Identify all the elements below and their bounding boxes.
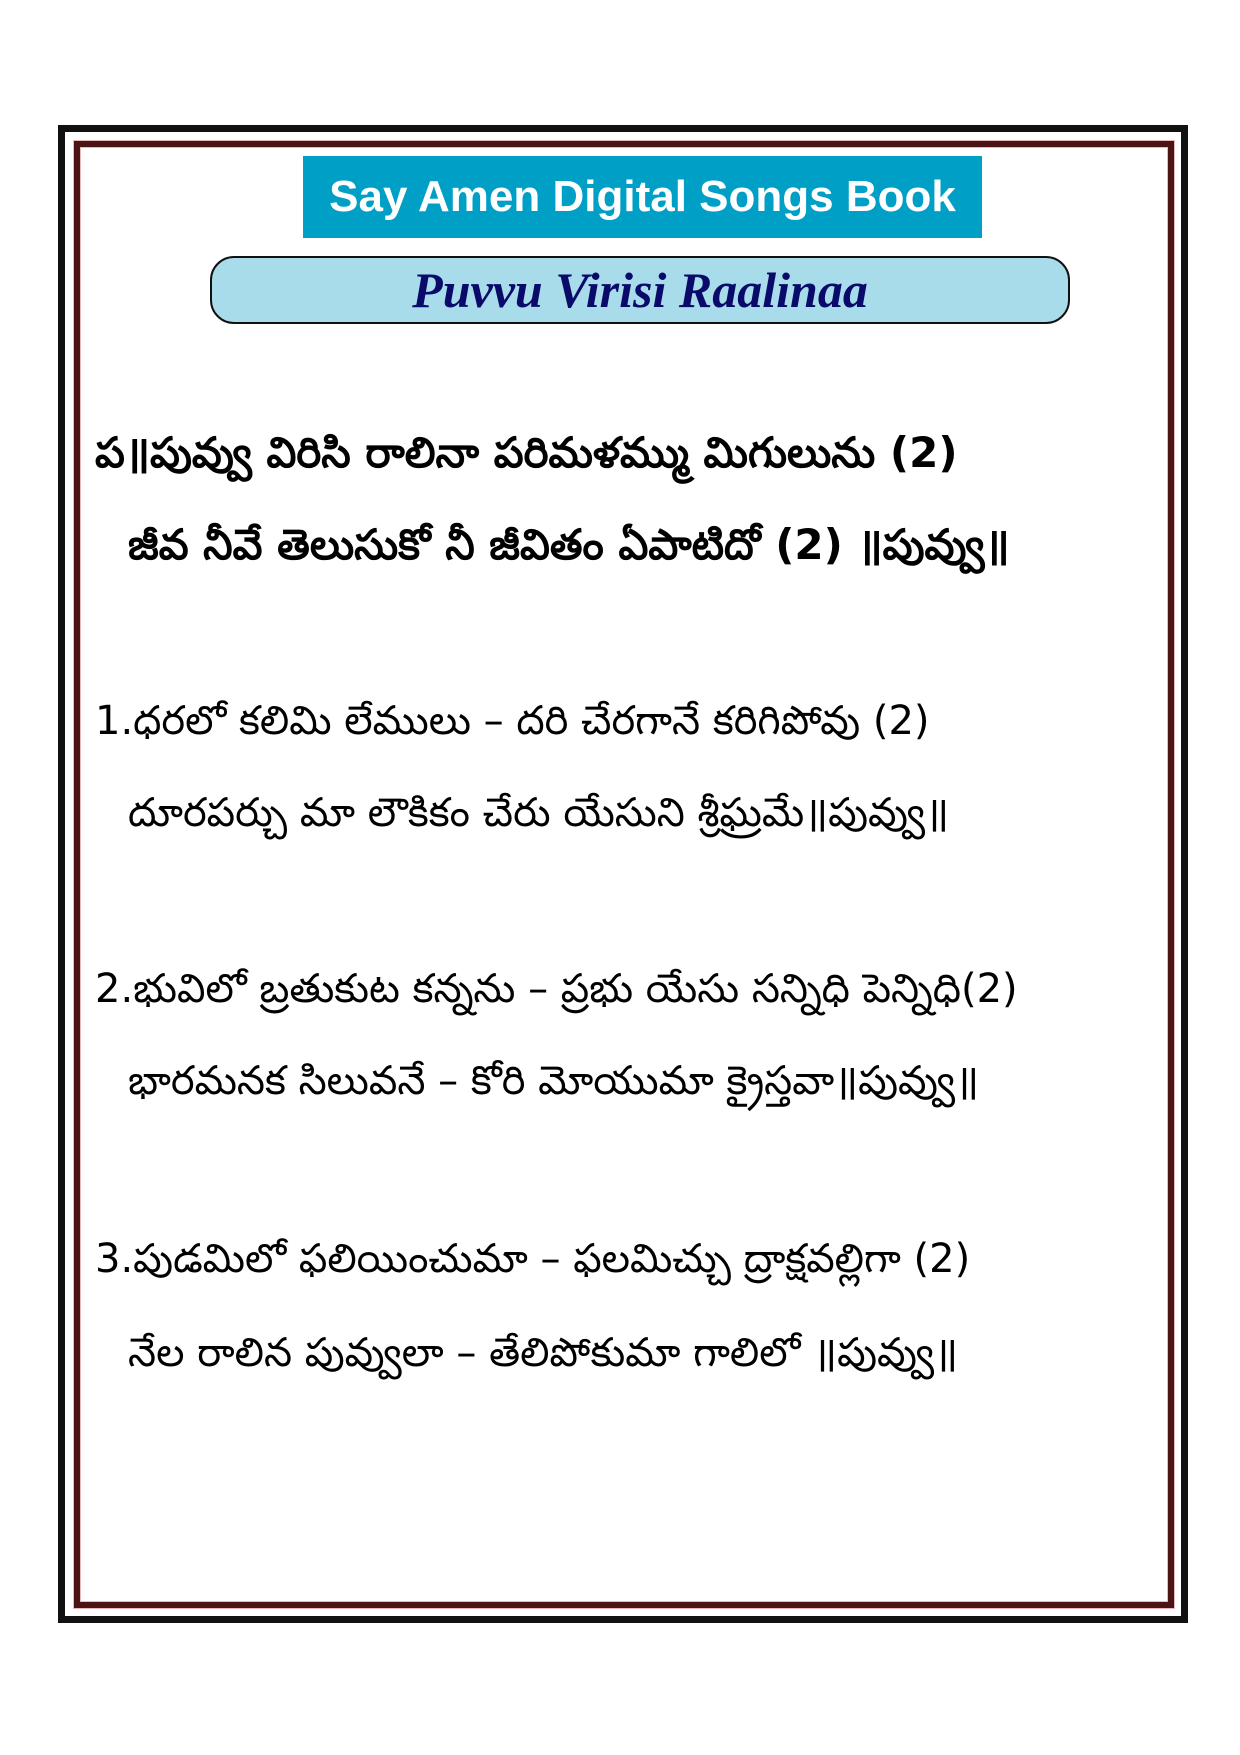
- verse-1-line-1: 1.ధరలో కలిమి లేములు – దరి చేరగానే కరిగిపోవు (2): [95, 698, 930, 744]
- chorus-line-1: ప॥పువ్వు విరిసి రాలినా పరిమళమ్ము మిగులును (2): [95, 428, 958, 477]
- book-title: Say Amen Digital Songs Book: [303, 156, 982, 238]
- verse-2-line-1: 2.భువిలో బ్రతుకుట కన్నను – ప్రభు యేసు సన్నిధి పెన్నిధి(2): [95, 966, 1018, 1012]
- verse-1-line-2: దూరపర్చు మా లౌకికం చేరు యేసుని శ్రీఘ్రమే॥పువ్వు॥: [128, 790, 950, 836]
- page-inner-border: [74, 141, 1174, 1608]
- verse-2-line-2: భారమనక సిలువనే – కోరి మోయుమా క్రైస్తవా॥పువ్వు॥: [128, 1058, 980, 1104]
- chorus-line-2: జీవ నీవే తెలుసుకో నీ జీవితం ఏపాటిదో (2) ॥పువ్వు॥: [128, 520, 1010, 569]
- verse-3-line-2: నేల రాలిన పువ్వులా – తేలిపోకుమా గాలిలో ॥పువ్వు॥: [128, 1330, 959, 1376]
- verse-3-line-1: 3.పుడమిలో ఫలియించుమా – ఫలమిచ్చు ద్రాక్షవల్లిగా (2): [95, 1236, 971, 1282]
- song-title: Puvvu Virisi Raalinaa: [210, 256, 1070, 324]
